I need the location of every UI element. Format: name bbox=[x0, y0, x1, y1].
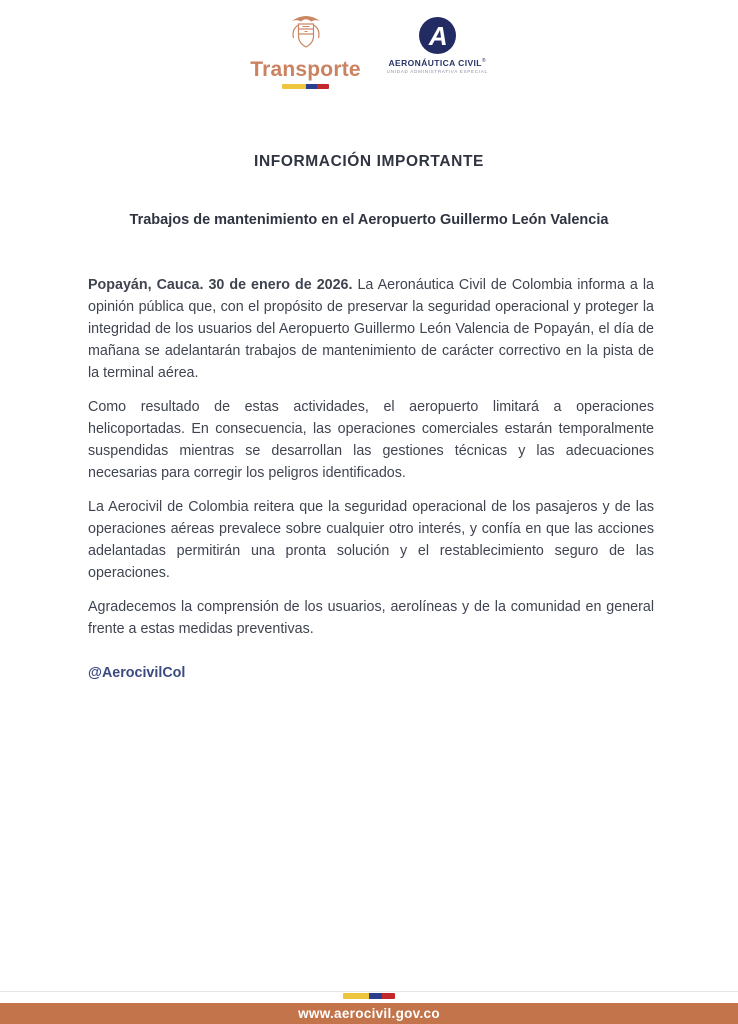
aerocivil-name: AERONÁUTICA CIVIL® bbox=[388, 58, 486, 68]
footer-url: www.aerocivil.gov.co bbox=[298, 1006, 440, 1021]
header-logos bbox=[0, 0, 738, 89]
document-body bbox=[0, 274, 738, 684]
body-paragraph-2: Como resultado de estas actividades, el aeropuerto limitará a operaciones helicoportadas. En consecuencia, las operaciones comerciales estarán temporalmente suspendidas mientras se desarrollan las gestiones técnicas y las adecuaciones necesarias para corregir los peligros identificados. bbox=[88, 399, 654, 482]
transporte-logo bbox=[250, 12, 361, 89]
paragraph-1-text: La Aeronáutica Civil de Colombia informa a la opinión pública que, con el propósito de preservar la seguridad operacional y proteger la integridad de los usuarios del Aeropuerto Guillermo León Valencia de Popayán, el día de mañana se adelantarán trabajos de mantenimiento de carácter correctivo en la pista de la terminal aérea. bbox=[88, 277, 654, 382]
aerocivil-emblem-icon: A bbox=[419, 17, 456, 54]
body-paragraph-4: Agradecemos la comprensión de los usuarios, aerolíneas y de la comunidad en general frente a estas medidas preventivas. bbox=[88, 599, 654, 638]
aerocivil-subtitle: UNIDAD ADMINISTRATIVA ESPECIAL bbox=[386, 69, 488, 74]
transporte-wordmark: Transporte bbox=[250, 58, 361, 81]
aerocivil-logo bbox=[387, 12, 488, 74]
footer-bar bbox=[0, 1003, 738, 1024]
body-paragraph-1 bbox=[88, 274, 654, 384]
colombia-flag-icon bbox=[343, 993, 395, 999]
social-handle: @AerocivilCol bbox=[88, 665, 186, 682]
registered-mark: ® bbox=[481, 58, 486, 65]
footer-divider bbox=[0, 991, 738, 992]
body-paragraph-3: La Aerocivil de Colombia reitera que la seguridad operacional de los pasajeros y de las operaciones aéreas prevalece sobre cualquier otro interés, y confía en que las acciones adelantadas permitirán una pronta solución y el restablecimiento seguro de las operaciones. bbox=[88, 499, 654, 582]
coat-of-arms-icon bbox=[289, 12, 323, 57]
page-subtitle: Trabajos de mantenimiento en el Aeropuerto Guillermo León Valencia bbox=[129, 212, 609, 229]
dateline: Popayán, Cauca. 30 de enero de 2026. bbox=[88, 277, 353, 294]
page-title: INFORMACIÓN IMPORTANTE bbox=[254, 153, 484, 171]
colombia-flag-icon bbox=[282, 84, 329, 89]
